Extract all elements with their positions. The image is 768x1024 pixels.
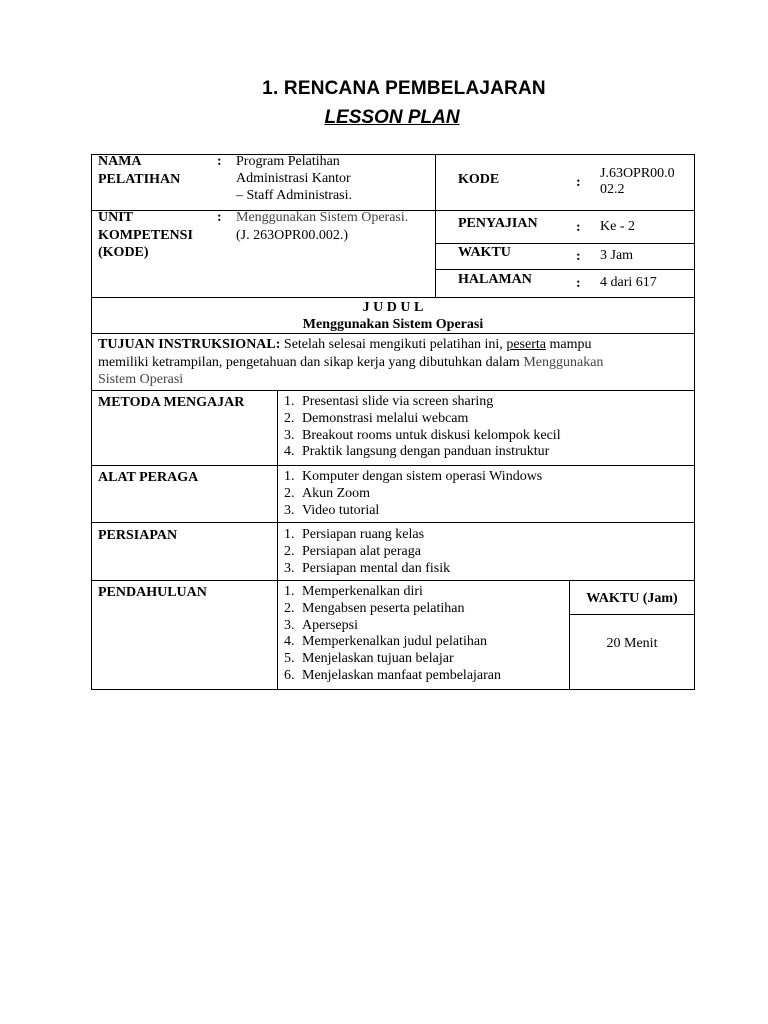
judul-value: Menggunakan Sistem Operasi — [302, 317, 484, 332]
pendahuluan-label: PENDAHULUAN — [98, 585, 207, 600]
tujuan-text: mampu — [545, 337, 592, 352]
nama-pelatihan-label-1: NAMA — [98, 154, 142, 169]
tujuan-text: Menggunakan — [523, 355, 604, 370]
unit-kompetensi-label-1: UNIT — [98, 210, 134, 225]
unit-kompetensi-label-3: (KODE) — [98, 245, 149, 260]
kode-label: KODE — [458, 172, 500, 187]
list-item: 4. Praktik langsung dengan panduan instruktur — [284, 444, 550, 460]
list-item: 1. Presentasi slide via screen sharing — [284, 394, 494, 409]
unit-kompetensi-label-2: KOMPETENSI — [98, 228, 193, 243]
divider — [91, 333, 695, 334]
divider — [91, 297, 695, 298]
list-item: 4. Memperkenalkan judul pelatihan — [284, 634, 488, 650]
metoda-mengajar-label: METODA MENGAJAR — [98, 395, 245, 410]
persiapan-list — [284, 527, 450, 577]
tujuan-text: memiliki ketrampilan, pengetahuan dan sikap kerja yang dibutuhkan dalam — [98, 355, 524, 370]
waktu-value: 3 Jam — [600, 248, 634, 263]
colon: : — [576, 220, 581, 235]
judul-label: J U D U L — [362, 300, 424, 315]
nama-pelatihan-value-1: Program Pelatihan — [236, 154, 340, 169]
list-item: 2. Persiapan alat peraga — [284, 543, 421, 559]
divider — [569, 614, 695, 615]
pendahuluan-list — [284, 584, 501, 685]
divider — [435, 269, 695, 270]
page-subtitle: LESSON PLAN — [324, 107, 460, 128]
nama-pelatihan-value-3: – Staff Administrasi. — [236, 188, 353, 203]
halaman-value: 4 dari 617 — [600, 275, 657, 290]
divider — [91, 390, 695, 391]
divider — [91, 465, 695, 466]
divider — [91, 522, 695, 523]
waktu-jam-label: WAKTU (Jam) — [586, 591, 678, 606]
tujuan-line-1 — [98, 336, 591, 353]
list-item: 3. Breakout rooms untuk diskusi kelompok kecil — [284, 427, 561, 443]
colon: : — [576, 276, 581, 291]
waktu-jam-value: 20 Menit — [606, 636, 658, 651]
nama-pelatihan-label-2: PELATIHAN — [98, 172, 181, 187]
tujuan-text: peserta — [506, 337, 546, 352]
colon: : — [576, 175, 581, 190]
unit-kompetensi-value-2: (J. 263OPR00.002.) — [236, 228, 349, 243]
list-item: 3. Persiapan mental dan fisik — [284, 560, 451, 576]
list-item: 5. Menjelaskan tujuan belajar — [284, 651, 454, 667]
tujuan-text: Setelah selesai mengikuti pelatihan ini, — [280, 337, 507, 352]
unit-kompetensi-value-1: Menggunakan Sistem Operasi. — [236, 210, 409, 225]
alat-peraga-list — [284, 469, 542, 519]
colon: : — [217, 210, 222, 225]
penyajian-label: PENYAJIAN — [458, 216, 538, 231]
metoda-mengajar-list — [284, 394, 561, 461]
tujuan-label: TUJUAN INSTRUKSIONAL: — [98, 337, 281, 352]
list-item: 1. Memperkenalkan diri — [284, 584, 423, 599]
tujuan-line-2 — [98, 354, 603, 371]
kode-value-1: J.63OPR00.0 — [600, 166, 675, 181]
persiapan-label: PERSIAPAN — [98, 528, 178, 543]
divider — [91, 580, 695, 581]
waktu-label: WAKTU — [458, 245, 511, 260]
list-item: 2. Demonstrasi melalui webcam — [284, 410, 469, 426]
list-item: 2. Mengabsen peserta pelatihan — [284, 600, 465, 616]
alat-peraga-label: ALAT PERAGA — [98, 470, 199, 485]
list-item: 1. Persiapan ruang kelas — [284, 527, 425, 542]
list-item: 6. Menjelaskan manfaat pembelajaran — [284, 667, 502, 683]
divider — [277, 390, 278, 690]
nama-pelatihan-value-2: Administrasi Kantor — [236, 171, 351, 186]
colon: : — [576, 249, 581, 264]
colon: : — [217, 154, 222, 169]
halaman-label: HALAMAN — [458, 272, 532, 287]
list-item: 1. Komputer dengan sistem operasi Windows — [284, 469, 543, 484]
kode-value-2: 02.2 — [600, 182, 625, 197]
list-item: 3. Apersepsi — [284, 617, 358, 633]
penyajian-value: Ke - 2 — [600, 219, 635, 234]
divider — [435, 154, 436, 297]
list-item: 3. Video tutorial — [284, 502, 380, 518]
page-title: 1. RENCANA PEMBELAJARAN — [262, 78, 546, 99]
tujuan-line-3: Sistem Operasi — [98, 372, 184, 387]
list-item: 2. Akun Zoom — [284, 485, 371, 501]
